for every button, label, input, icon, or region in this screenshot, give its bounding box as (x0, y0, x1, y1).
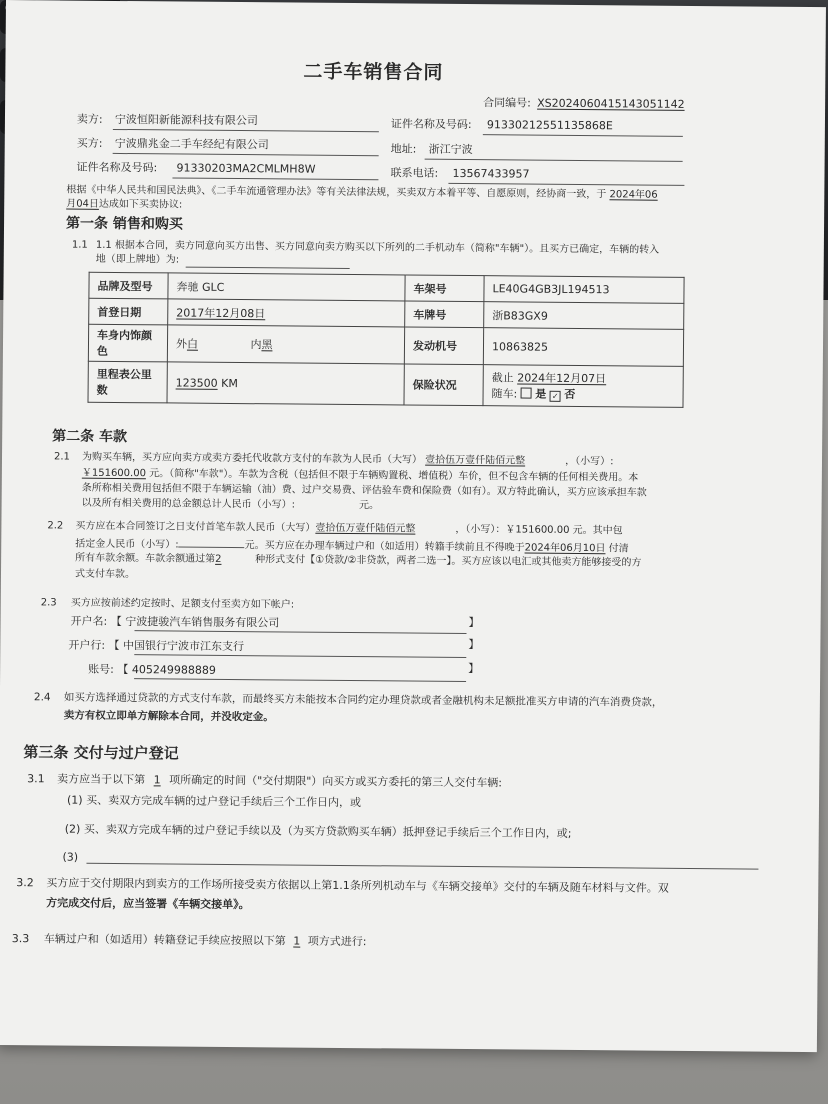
article-3-heading: 第三条 交付与过户登记 (23, 743, 179, 763)
clause-3-3-line1: 车辆过户和（如适用）转籍登记手续应按照以下第 1 项方式进行: (43, 932, 367, 949)
clause-2-3-num: 2.3 (40, 597, 57, 609)
engine-value: 10863825 (483, 328, 683, 367)
mileage-value: 123500 KM (167, 362, 404, 405)
seller-id-label: 证件名称及号码: (390, 117, 472, 132)
vin-label: 车架号 (405, 275, 484, 302)
bracket: 】 (468, 616, 480, 630)
clause-2-4-line1: 如买方选择通过贷款的方式支付车款，而最终买方未能按本合同约定办理贷款或者金融机构未足额批准买方申请的汽车消费贷款， (63, 691, 663, 709)
plate-value: 浙B83GX9 (484, 302, 684, 330)
clause-2-2-num: 2.2 (47, 520, 64, 532)
article-1-heading: 第一条 销售和购买 (65, 215, 183, 233)
table-row (88, 361, 683, 407)
clause-3-1-option1: (1) 买、卖双方完成车辆的过户登记手续后三个工作日内，或 (66, 793, 362, 810)
insurance-label: 保险状况 (404, 364, 483, 406)
mileage-label: 里程表公里数 (88, 361, 167, 403)
clause-3-1-option2: (2) 买、卖双方完成车辆的过户登记手续以及（为买方贷款购买车辆）抵押登记手续后三个工作日内，或; (64, 822, 572, 840)
account-no-row: 账号: 【 405249988889 (88, 662, 216, 677)
clause-2-2-line2: 括定金人民币（小写）: 元。买方应在办理车辆过户和（如适用）转籍手续前且不得晚于2024年06月10日 付清 (75, 536, 629, 556)
phone-label: 联系电话: (390, 166, 439, 180)
first-reg-label: 首登日期 (89, 298, 168, 325)
table-row (88, 324, 683, 366)
clause-3-2-line2: 方完成交付后，应当签署《车辆交接单》。 (46, 896, 250, 912)
clause-3-3-num: 3.3 (11, 932, 30, 946)
phone: 13567433957 (452, 166, 530, 181)
first-reg-value: 2017年12月08日 (168, 299, 405, 327)
clause-3-2-line1: 买方应于交付期限内到卖方的工作场所接受卖方依据以上第1.1条所列机动车与《车辆交接单》交付的车辆及随车材料与文件。双 (46, 876, 669, 895)
engine-label: 发动机号 (404, 327, 483, 365)
buyer-label: 买方: (76, 136, 103, 150)
clause-1-1-num: 1.1 (71, 239, 88, 251)
clause-3-1-line1: 卖方应当于以下第 1 项所确定的时间（"交付期限"）向买方或买方委托的第三人交付车辆: (57, 772, 503, 790)
preamble-line2: 月04日达成如下买卖协议: (66, 198, 183, 211)
clause-3-2-num: 3.2 (16, 876, 34, 890)
contract-no: XS2024060415143051142 (537, 96, 685, 111)
contract-no-label: 合同编号: (483, 96, 531, 110)
bracket: 】 (468, 638, 480, 652)
clause-2-1-line2: ￥151600.00 元。（简称"车款"）。车款为含税（包括但不限于车辆购置税、增值税）车价，但不包含车辆的任何相关费用。本 (81, 467, 639, 484)
account-name-row: 开户名: 【 宁波捷骏汽车销售服务有限公司 (70, 614, 280, 630)
color-value: 外白 内黑 (167, 325, 404, 364)
seller-id: 91330212551135868E (486, 118, 613, 133)
vehicle-table (87, 272, 684, 408)
clause-2-4-num: 2.4 (33, 691, 51, 704)
address: 浙江宁波 (428, 142, 473, 157)
clause-2-4-line2: 卖方有权立即单方解除本合同，并没收定金。 (63, 709, 274, 724)
insurance-value: 截止 2024年12月07日 随车: 是 ✓ 否 (483, 365, 683, 408)
doc-title: 二手车销售合同 (303, 60, 444, 84)
clause-2-2-line3: 所有车款余额。车款余额通过第2 种形式支付【①贷款/②非贷款，两者二选一】。买方应该以电汇或其他卖方能够接受的方 (75, 552, 642, 569)
yes-checkbox (521, 388, 532, 399)
brand-value: 奔驰 GLC (168, 273, 405, 301)
address-label: 地址: (390, 142, 417, 156)
buyer-id: 91330203MA2CMLMH8W (176, 161, 316, 176)
clause-2-1-line1: 为购买车辆，买方应向卖方或卖方委托代收款方支付的车款为人民币（大写） 壹拾伍万壹仟陆佰元整 ，（小写）: (81, 451, 614, 468)
article-2-heading: 第二条 车款 (52, 428, 128, 446)
clause-3-1-num: 3.1 (27, 772, 45, 786)
plate-label: 车牌号 (405, 301, 484, 328)
seller-name: 宁波恒阳新能源科技有限公司 (114, 112, 259, 128)
clause-3-1-option3: (3) (62, 850, 79, 864)
clause-2-1-line3: 条所称相关费用包括但不限于车辆运输（油）费、过户交易费、评估验车费和保险费（如有）。双方特此确认，买方应该承担车款 (81, 482, 647, 499)
bracket: 】 (468, 662, 480, 676)
clause-2-1-line4: 以及所有相关费用的总金额总计人民币（小写）: 元。 (81, 497, 380, 512)
seller-label: 卖方: (76, 112, 103, 126)
clause-2-2-line4: 式支付车款。 (74, 568, 136, 581)
preamble: 根据《中华人民共和国民法典》、《二手车流通管理办法》等有关法律法规，买卖双方本着平等、自愿原则，经协商一致，于 2024年06 (66, 184, 658, 201)
clause-2-2-line1: 买方应在本合同签订之日支付首笔车款人民币（大写）壹拾伍万壹仟陆佰元整 ，（小写）：￥151600.00 元。其中包 (75, 520, 623, 537)
buyer-id-label: 证件名称及号码: (76, 160, 158, 175)
clause-2-1-num: 2.1 (53, 451, 70, 463)
clause-2-3-line1: 买方应按前述约定按时、足额支付至卖方如下帐户: (70, 597, 295, 611)
no-checkbox: ✓ (550, 391, 561, 402)
clause-1-1-line1: 1.1 根据本合同，卖方同意向买方出售、买方同意向卖方购买以下所列的二手机动车（简称"车辆"）。且买方已确定，车辆的转入 (95, 239, 660, 256)
buyer-name: 宁波鼎兆金二手车经纪有限公司 (114, 136, 269, 152)
bank-row: 开户行: 【 中国银行宁波市江东支行 (68, 638, 245, 654)
color-label: 车身内饰颜色 (88, 324, 167, 362)
vin-value: LE40G4GB3JL194513 (484, 276, 684, 304)
clause-1-1-line2: 地（即上牌地）为: (95, 253, 180, 266)
brand-label: 品牌及型号 (89, 272, 168, 299)
